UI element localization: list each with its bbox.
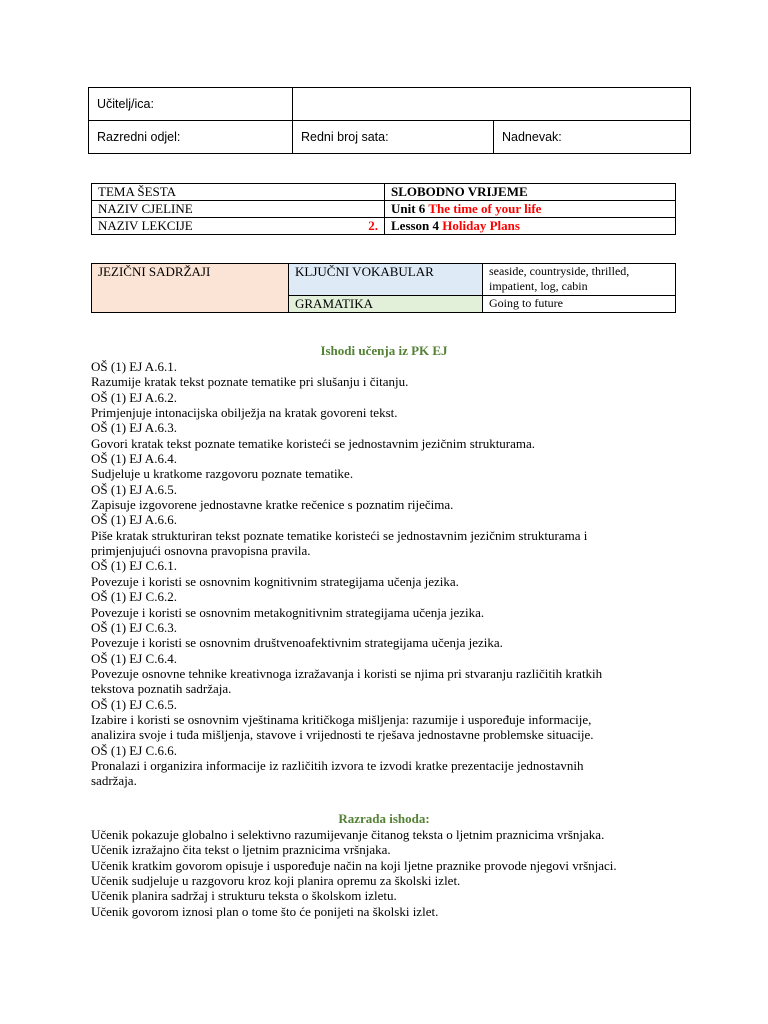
- unit-value: [385, 201, 676, 218]
- teacher-label: Učitelj/ica:: [89, 88, 293, 121]
- language-content-table: [91, 263, 676, 313]
- lesson-number-label: Redni broj sata:: [293, 121, 494, 154]
- outcomes-line: Zapisuje izgovorene jednostavne kratke rečenice s poznatim riječima.: [91, 497, 454, 513]
- outcomes-line: Piše kratak strukturiran tekst poznate tematike koristeći se jednostavnim jezičnim strukturama i: [91, 527, 588, 543]
- outcomes-line: OŠ (1) EJ C.6.1.: [91, 558, 177, 574]
- outcomes-line: Razumije kratak tekst poznate tematike pri slušanju i čitanju.: [91, 374, 409, 390]
- outcomes-heading: Ishodi učenja iz PK EJ: [320, 343, 448, 358]
- outcomes-line: OŠ (1) EJ C.6.2.: [91, 589, 177, 605]
- unit-label: NAZIV CJELINE: [92, 201, 385, 218]
- elaboration-line: Učenik izražajno čita tekst o ljetnim praznicima vršnjaka.: [91, 842, 391, 858]
- date-label: Nadnevak:: [494, 121, 691, 154]
- class-label: Razredni odjel:: [89, 121, 293, 154]
- outcomes-line: OŠ (1) EJ C.6.3.: [91, 619, 177, 635]
- teacher-value[interactable]: [293, 88, 691, 121]
- unit-prefix: Unit 6: [391, 201, 426, 216]
- outcomes-line: Povezuje i koristi se osnovnim metakognitivnim strategijama učenja jezika.: [91, 604, 485, 620]
- vocab-label: KLJUČNI VOKABULAR: [289, 264, 483, 296]
- outcomes-line: Pronalazi i organizira informacije iz različitih izvora te izvodi kratke prezentacije jednostavnih: [91, 757, 584, 773]
- elaboration-line: Učenik pokazuje globalno i selektivno razumijevanje čitanog teksta o ljetnim praznicima vršnjaka.: [91, 827, 605, 842]
- outcomes-line: Govori kratak tekst poznate tematike koristeći se jednostavnim jezičnim strukturama.: [91, 435, 536, 451]
- elaboration-line: Učenik sudjeluje u razgovoru kroz koji planira opremu za školski izlet.: [91, 873, 461, 889]
- outcomes-line: Povezuje osnovne tehnike kreativnoga izražavanja i koristi se njima pri stvaranju različitih kratkih: [91, 665, 603, 681]
- outcomes-line: OŠ (1) EJ A.6.1.: [91, 359, 177, 374]
- outcomes-line: OŠ (1) EJ C.6.4.: [91, 650, 177, 666]
- lesson-value: [385, 218, 676, 235]
- lesson-prefix: Lesson 4: [391, 218, 440, 233]
- elaboration-line: Učenik planira sadržaj i strukturu teksta o školskom izletu.: [91, 888, 397, 904]
- vocab-value: seaside, countryside, thrilled, impatient, log, cabin: [483, 264, 676, 296]
- elaboration-line: Učenik kratkim govorom opisuje i uspoređuje način na koji ljetne praznike provode njegovi vršnjaci.: [91, 857, 617, 873]
- lesson-number: 2.: [368, 218, 378, 233]
- grammar-label: GRAMATIKA: [289, 296, 483, 313]
- outcomes-line: OŠ (1) EJ A.6.4.: [91, 451, 177, 467]
- outcomes-line: OŠ (1) EJ A.6.2.: [91, 389, 177, 405]
- lesson-label-cell: [92, 218, 385, 235]
- language-content-label: JEZIČNI SADRŽAJI: [92, 264, 289, 313]
- outcomes-line: Izabire i koristi se osnovnim vještinama kritičkoga mišljenja: razumije i uspoređuje informacije,: [91, 711, 592, 727]
- outcomes-line: analizira svoje i tuđa mišljenja, stavove i vrijednosti te rješava jednostavne problemske situacije.: [91, 727, 594, 743]
- grammar-value: Going to future: [483, 296, 676, 313]
- theme-label: TEMA ŠESTA: [92, 184, 385, 201]
- theme-value: SLOBODNO VRIJEME: [385, 184, 676, 201]
- outcomes-line: Sudjeluje u kratkome razgovoru poznate tematike.: [91, 466, 354, 482]
- outcomes-line: OŠ (1) EJ A.6.3.: [91, 420, 177, 436]
- topic-table: [91, 183, 676, 235]
- unit-title: The time of your life: [428, 201, 542, 216]
- outcomes-line: Povezuje i koristi se osnovnim društvenoafektivnim strategijama učenja jezika.: [91, 635, 503, 651]
- elaboration-heading: Razrada ishoda:: [338, 811, 430, 826]
- outcomes-line: primjenjujući osnovna pravopisna pravila.: [91, 543, 311, 559]
- outcomes-line: sadržaja.: [91, 773, 137, 789]
- outcomes-line: OŠ (1) EJ C.6.6.: [91, 742, 177, 758]
- outcomes-line: Primjenjuje intonacijska obilježja na kratak govoreni tekst.: [91, 405, 398, 421]
- outcomes-list: [91, 359, 691, 789]
- elaboration-line: Učenik govorom iznosi plan o tome što će ponijeti na školski izlet.: [91, 903, 439, 919]
- outcomes-line: tekstova poznatih sadržaja.: [91, 681, 232, 697]
- outcomes-line: OŠ (1) EJ A.6.6.: [91, 512, 177, 528]
- lesson-label: NAZIV LEKCIJE: [98, 218, 193, 233]
- teacher-info-table: [88, 87, 691, 154]
- lesson-title: Holiday Plans: [442, 218, 520, 233]
- outcomes-line: Povezuje i koristi se osnovnim kognitivnim strategijama učenja jezika.: [91, 573, 459, 589]
- outcomes-line: OŠ (1) EJ A.6.5.: [91, 481, 177, 497]
- outcomes-line: OŠ (1) EJ C.6.5.: [91, 696, 177, 712]
- elaboration-list: [91, 827, 691, 919]
